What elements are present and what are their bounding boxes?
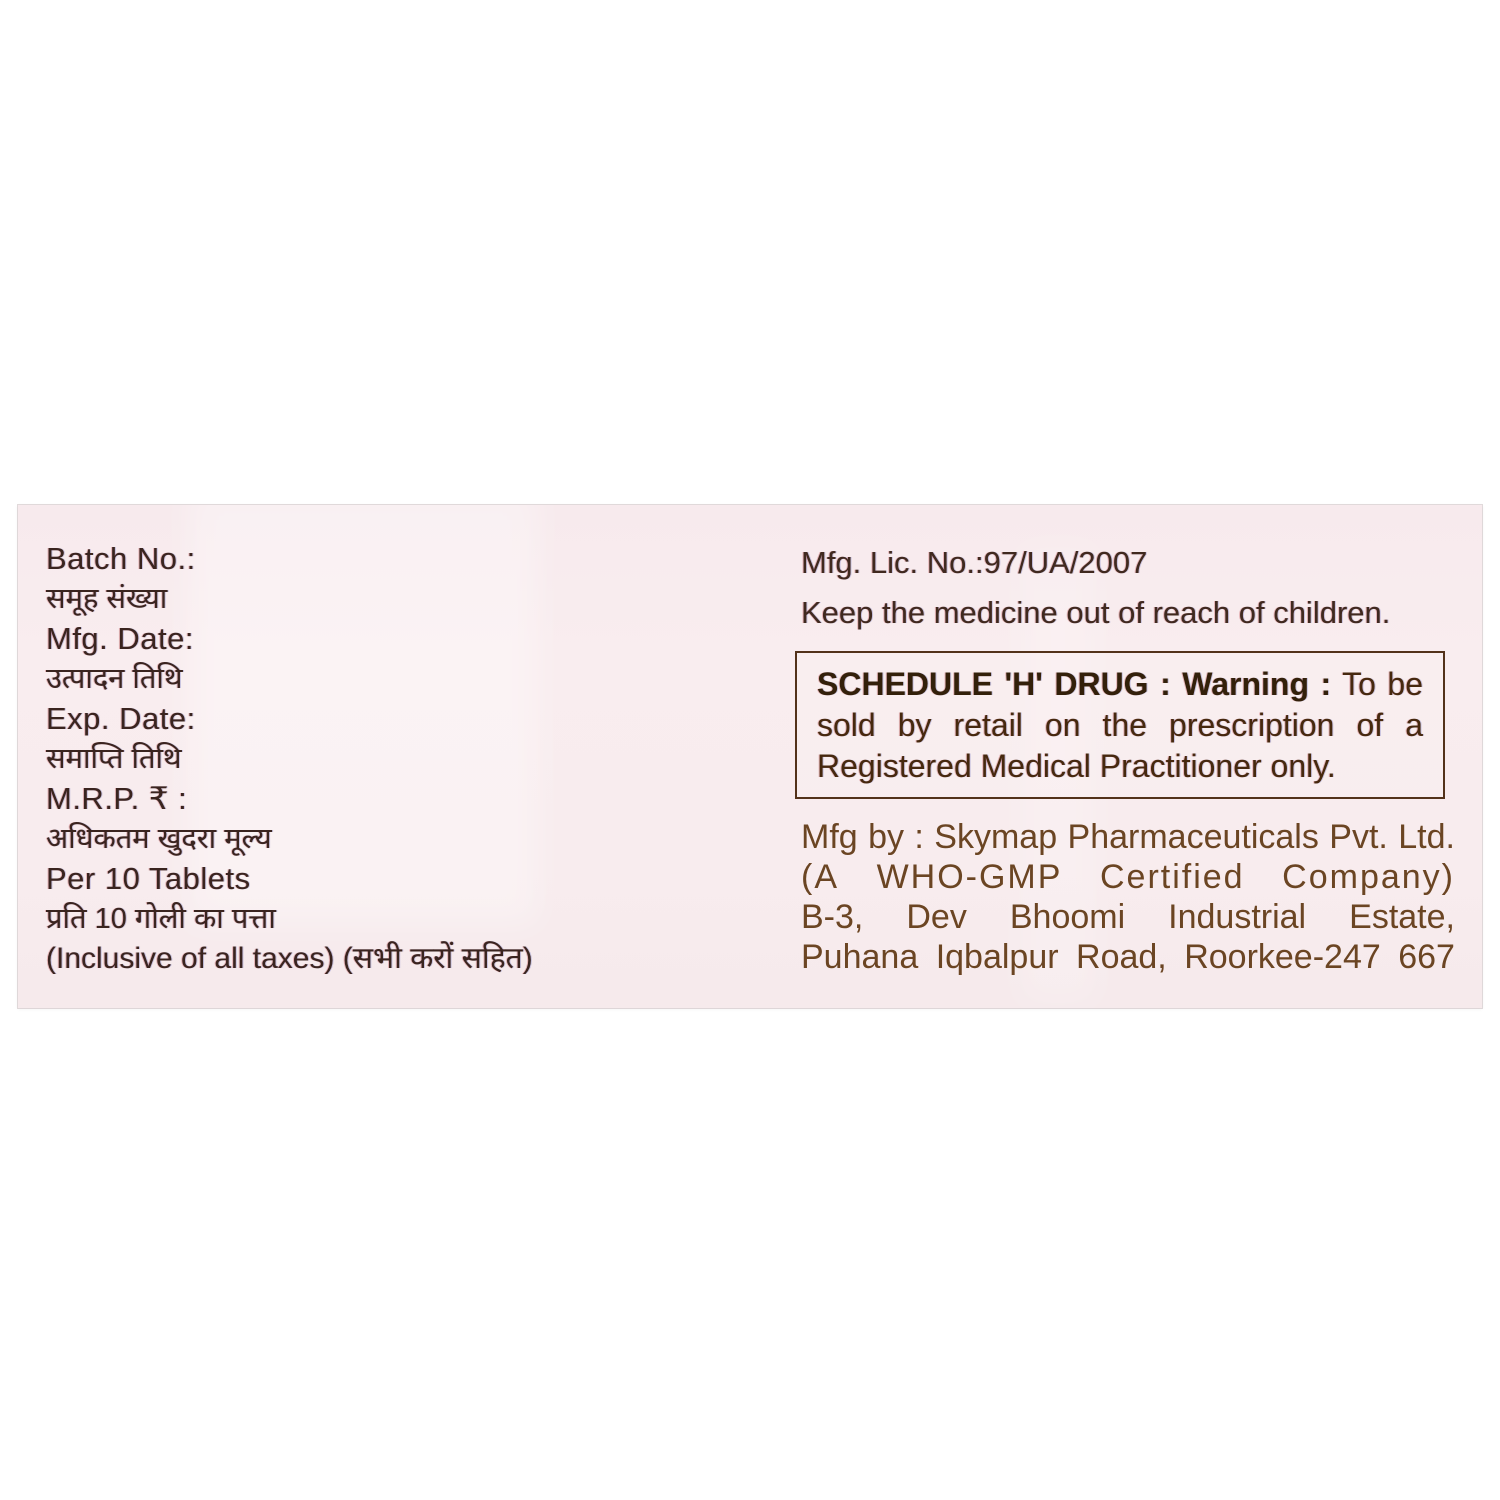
label-per-10-tablets: Per 10 Tablets <box>46 861 251 896</box>
who-gmp-line: (A WHO-GMP Certified Company) <box>801 858 1455 896</box>
medicine-carton-panel <box>18 505 1482 1008</box>
warning-title: SCHEDULE 'H' DRUG : Warning : <box>817 666 1332 702</box>
label-inclusive-of-taxes: (Inclusive of all taxes) (सभी करों सहित) <box>46 942 533 975</box>
label-mfg-date-hindi: उत्पादन तिथि <box>46 663 183 695</box>
label-mrp: M.R.P. ₹ : <box>46 781 188 816</box>
label-batch-no: Batch No.: <box>46 541 196 576</box>
manufacturer-address-block <box>801 817 1455 977</box>
mfg-license-number: Mfg. Lic. No.:97/UA/2007 <box>801 545 1148 580</box>
address-line-estate: B-3, Dev Bhoomi Industrial Estate, <box>801 898 1455 936</box>
label-mrp-hindi: अधिकतम खुदरा मूल्य <box>46 823 272 855</box>
warning-text <box>817 664 1423 787</box>
label-per-10-tablets-hindi: प्रति 10 गोली का पत्ता <box>46 903 276 935</box>
label-mfg-date: Mfg. Date: <box>46 621 194 656</box>
warning-body: To be sold by retail on the prescription of a Registered Medical Practitioner only. <box>817 666 1424 784</box>
label-batch-no-hindi: समूह संख्या <box>46 583 168 615</box>
label-exp-date: Exp. Date: <box>46 701 196 736</box>
batch-pricing-block <box>46 539 746 979</box>
schedule-h-warning-box <box>795 651 1445 799</box>
keep-away-notice: Keep the medicine out of reach of children. <box>801 595 1391 630</box>
address-line-roorkee: Puhana Iqbalpur Road, Roorkee-247 667 <box>801 938 1455 976</box>
label-exp-date-hindi: समाप्ति तिथि <box>46 743 182 775</box>
manufacturer-name: Mfg by : Skymap Pharmaceuticals Pvt. Ltd. <box>801 818 1455 856</box>
